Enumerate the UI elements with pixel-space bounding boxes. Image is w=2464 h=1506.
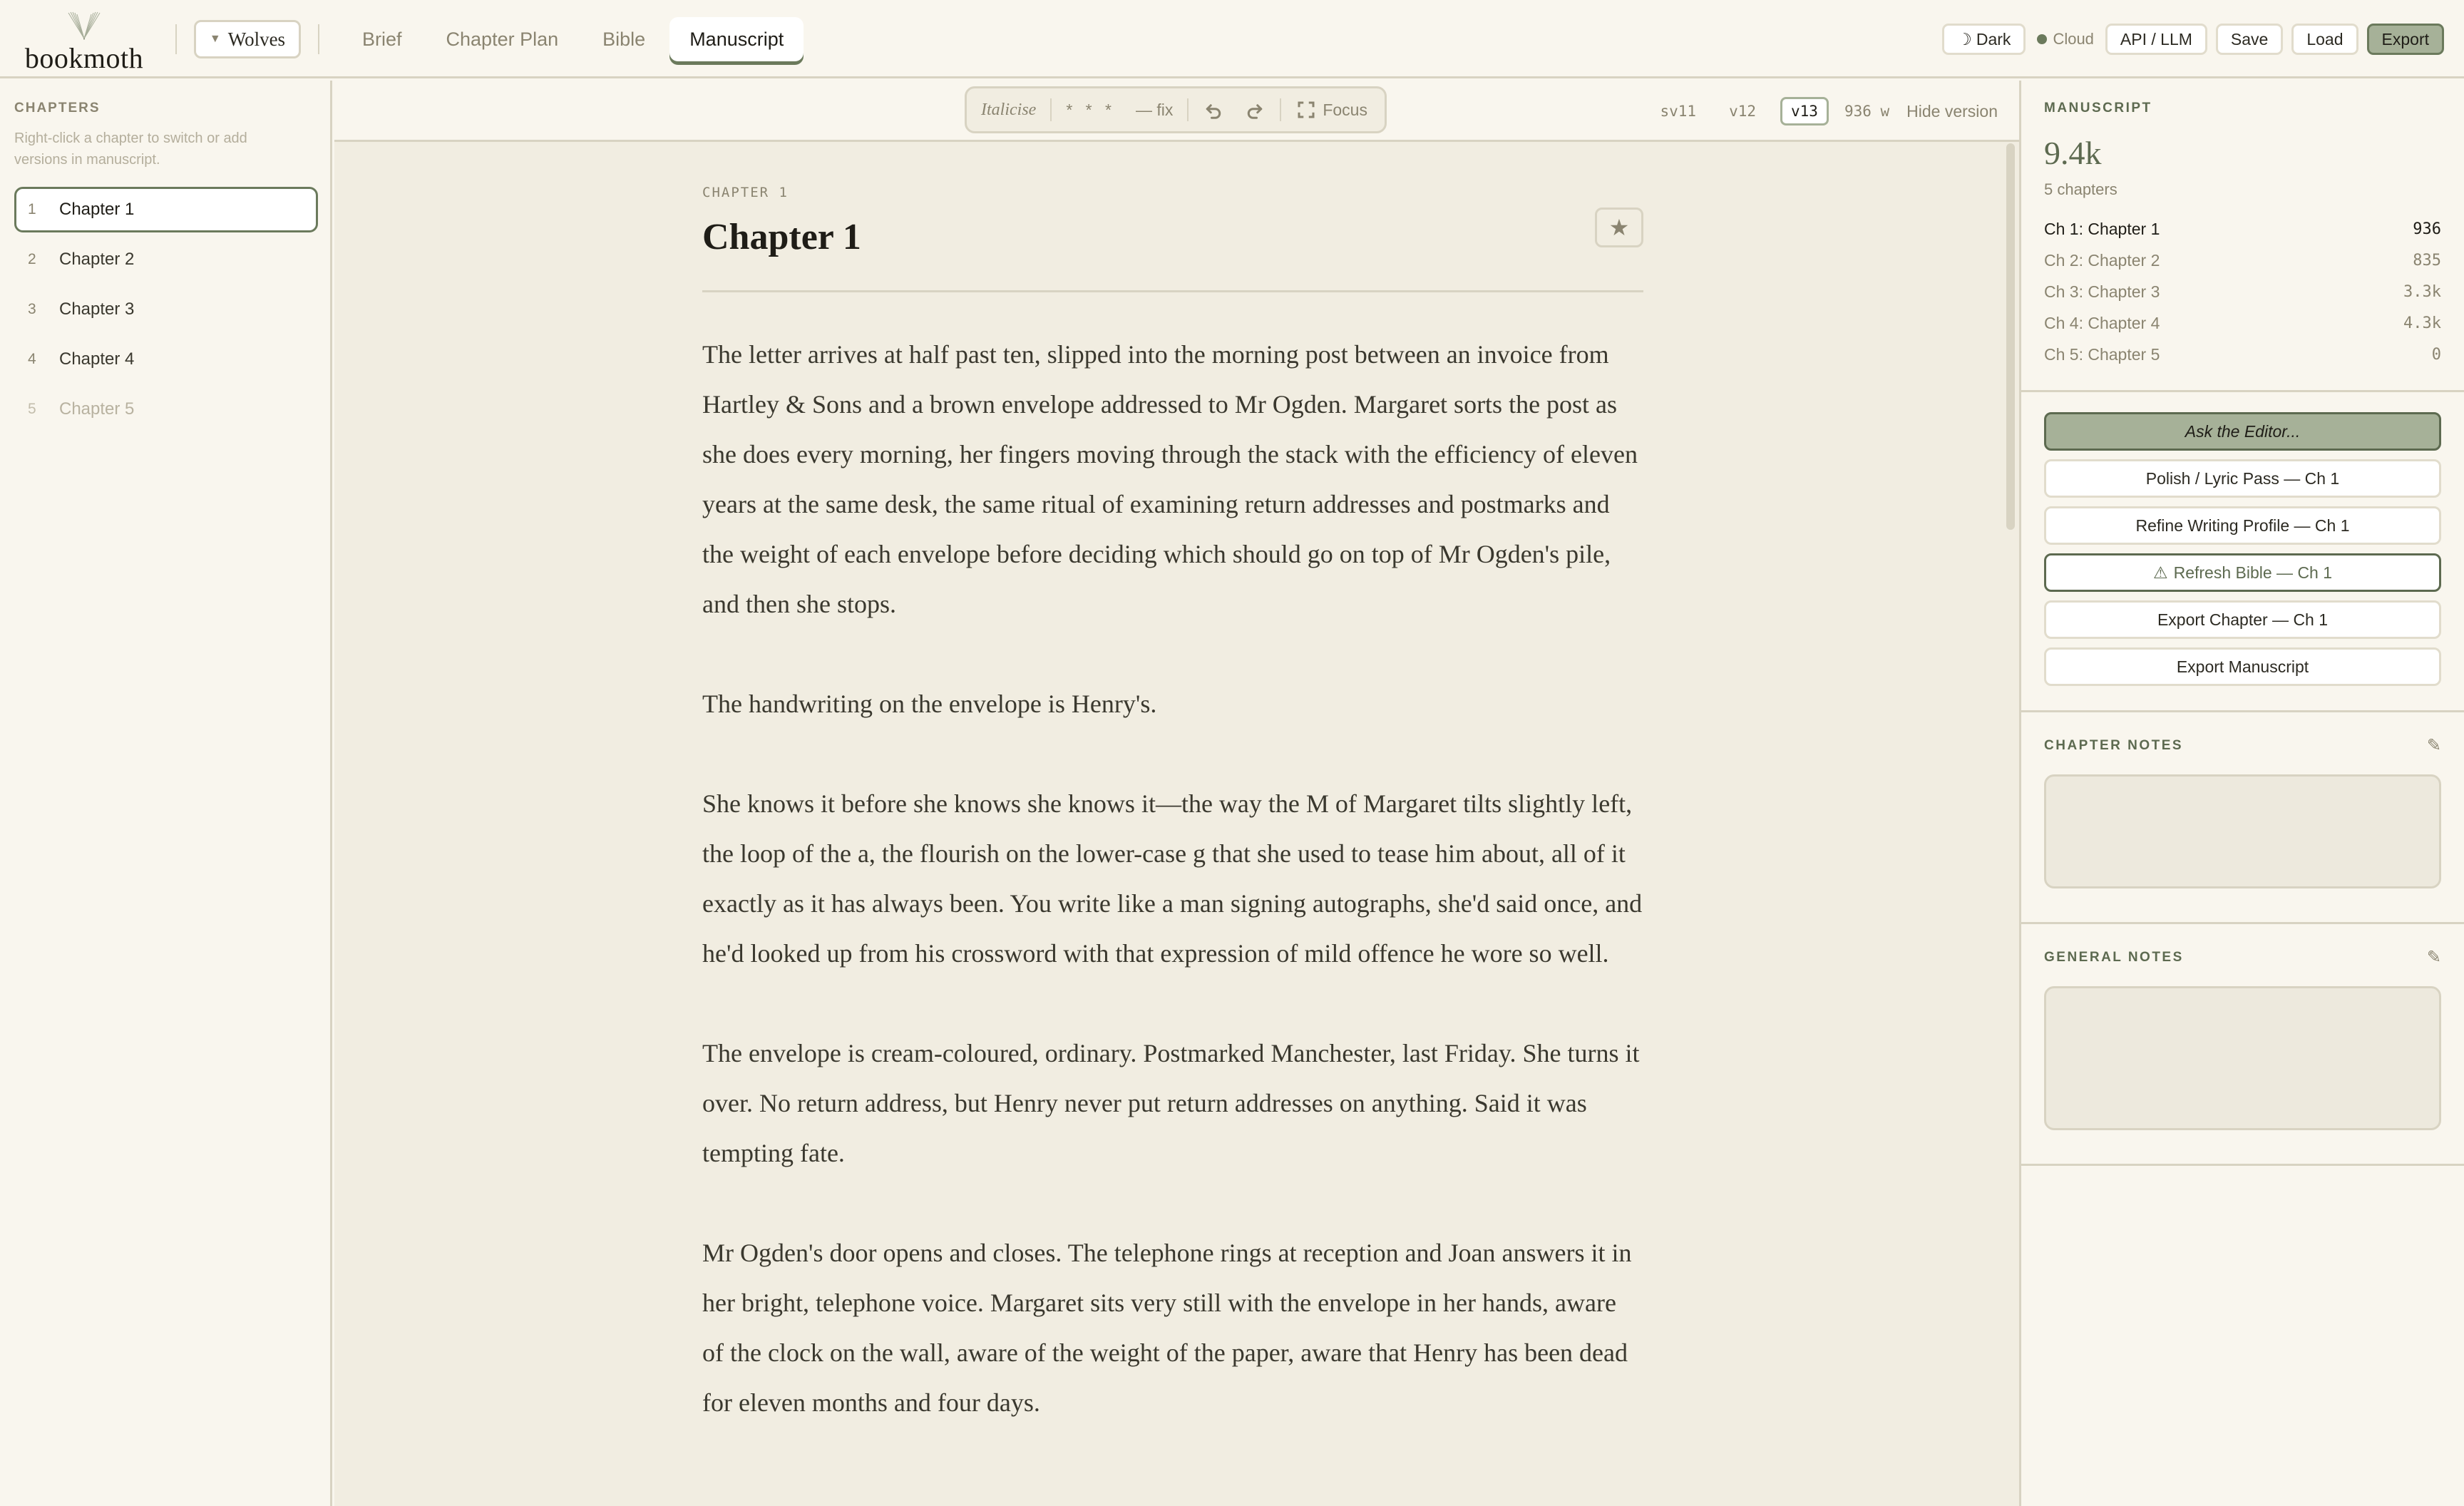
chapter-text[interactable] bbox=[702, 329, 1643, 1428]
app-header bbox=[0, 0, 2464, 78]
manuscript-editor bbox=[334, 142, 2019, 1506]
star-button[interactable] bbox=[1595, 208, 1643, 247]
refresh-bible-button[interactable] bbox=[2044, 553, 2441, 592]
export-chapter-button[interactable]: Export Chapter — Ch 1 bbox=[2044, 600, 2441, 639]
list-item[interactable] bbox=[2044, 307, 2441, 339]
dark-mode-button[interactable] bbox=[1942, 24, 2026, 55]
focus-button[interactable] bbox=[1295, 99, 1367, 121]
cloud-status bbox=[2034, 30, 2096, 48]
general-notes-section bbox=[2021, 924, 2464, 1166]
star-icon: ★ bbox=[1608, 215, 1630, 240]
format-toolbar bbox=[965, 86, 1387, 133]
chapter-label: Chapter 2 bbox=[59, 250, 135, 269]
chapter-words: 3.3k bbox=[2403, 282, 2441, 301]
version-switcher bbox=[1651, 95, 1998, 128]
editor-scrollbar[interactable] bbox=[2006, 143, 2015, 530]
divider bbox=[318, 24, 319, 54]
refresh-bible-label: Refresh Bible — Ch 1 bbox=[2173, 563, 2333, 582]
chapters-sidebar bbox=[0, 81, 332, 1506]
chapter-label: Chapter 1 bbox=[59, 200, 135, 219]
chapter-name: Ch 3: Chapter 3 bbox=[2044, 282, 2160, 301]
main-nav bbox=[342, 16, 808, 63]
sidebar-hint: Right-click a chapter to switch or add versions in manuscript. bbox=[14, 130, 247, 168]
tab-chapter-plan[interactable]: Chapter Plan bbox=[446, 28, 559, 50]
sidebar-item-chapter-1[interactable] bbox=[14, 187, 318, 232]
tab-brief[interactable]: Brief bbox=[362, 28, 402, 50]
section-title: GENERAL NOTES bbox=[2044, 949, 2184, 965]
header-actions bbox=[1942, 24, 2444, 55]
chapter-page bbox=[702, 185, 1643, 1477]
tab-manuscript[interactable]: Manuscript bbox=[669, 17, 804, 61]
chapter-label: Chapter 3 bbox=[59, 299, 135, 319]
moon-icon: ☽ bbox=[1957, 29, 1972, 48]
paragraph[interactable]: The envelope is cream-coloured, ordinary. Postmarked Manchester, last Friday. She turns it over. No return address, but Henry never put return addresses on anything. Said it was tempting fate. bbox=[702, 1039, 1640, 1167]
italicise-button[interactable]: Italicise bbox=[981, 100, 1037, 119]
manuscript-stats bbox=[2021, 81, 2464, 392]
chapter-words: 0 bbox=[2431, 345, 2441, 364]
api-llm-button[interactable]: API / LLM bbox=[2105, 24, 2207, 55]
cloud-label: Cloud bbox=[2053, 30, 2094, 48]
moth-wings-icon bbox=[63, 10, 106, 41]
divider bbox=[1050, 98, 1052, 121]
general-notes-input[interactable] bbox=[2044, 986, 2441, 1130]
total-word-count: 9.4k bbox=[2044, 135, 2102, 171]
save-button[interactable]: Save bbox=[2216, 24, 2283, 55]
redo-icon bbox=[1244, 99, 1266, 121]
scene-break-button[interactable]: * * * bbox=[1066, 100, 1116, 119]
list-item[interactable] bbox=[2044, 245, 2441, 276]
tab-bible[interactable]: Bible bbox=[602, 28, 646, 50]
app-name: bookmoth bbox=[24, 42, 144, 74]
ai-actions bbox=[2021, 392, 2464, 712]
chapter-number: 2 bbox=[28, 251, 36, 267]
redo-button[interactable] bbox=[1244, 99, 1266, 121]
ask-editor-button[interactable]: Ask the Editor... bbox=[2044, 412, 2441, 451]
chapter-name: Ch 4: Chapter 4 bbox=[2044, 313, 2160, 332]
dark-mode-label: Dark bbox=[1976, 29, 2011, 48]
chapter-title[interactable]: Chapter 1 bbox=[702, 217, 861, 257]
chapter-count: 5 chapters bbox=[2044, 180, 2118, 198]
fullscreen-icon bbox=[1295, 99, 1317, 121]
list-item[interactable] bbox=[2044, 276, 2441, 307]
sidebar-item-chapter-5[interactable] bbox=[14, 386, 318, 432]
export-manuscript-button[interactable]: Export Manuscript bbox=[2044, 647, 2441, 686]
chapter-words: 835 bbox=[2413, 251, 2441, 270]
chapter-name: Ch 5: Chapter 5 bbox=[2044, 344, 2160, 364]
title-divider bbox=[702, 290, 1643, 292]
section-title: MANUSCRIPT bbox=[2044, 101, 2152, 116]
chapter-word-counts bbox=[2044, 213, 2441, 370]
warning-icon: ⚠ bbox=[2152, 563, 2168, 582]
chapter-name: Ch 2: Chapter 2 bbox=[2044, 250, 2160, 270]
chapter-eyebrow: CHAPTER 1 bbox=[702, 185, 789, 200]
sidebar-item-chapter-3[interactable] bbox=[14, 287, 318, 332]
chapter-label: Chapter 5 bbox=[59, 399, 135, 419]
version-sv11[interactable]: sv11 bbox=[1660, 103, 1697, 120]
sidebar-title: CHAPTERS bbox=[14, 101, 101, 116]
chapter-number: 1 bbox=[28, 201, 36, 217]
chapter-label: Chapter 4 bbox=[59, 349, 135, 369]
chapter-number: 5 bbox=[28, 401, 36, 417]
word-count: 936 w bbox=[1844, 103, 1890, 120]
chapter-notes-input[interactable] bbox=[2044, 774, 2441, 888]
sidebar-item-chapter-4[interactable] bbox=[14, 337, 318, 382]
chapter-number: 4 bbox=[28, 351, 36, 367]
chapter-notes-section bbox=[2021, 712, 2464, 924]
chapter-number: 3 bbox=[28, 301, 36, 317]
paragraph[interactable]: Mr Ogden's door opens and closes. The telephone rings at reception and Joan answers it in her bright, telephone voice. Margaret sits very still with the envelope in her hands, aware of the clock on the wall, aware of the weight of the paper, aware that Henry has been dead for eleven months and four days. bbox=[702, 1239, 1632, 1417]
section-title: CHAPTER NOTES bbox=[2044, 737, 2184, 753]
chapter-words: 4.3k bbox=[2403, 314, 2441, 332]
status-dot-icon bbox=[2037, 34, 2047, 44]
export-button[interactable]: Export bbox=[2367, 24, 2444, 55]
pencil-icon[interactable]: ✎ bbox=[2426, 736, 2441, 755]
divider bbox=[175, 24, 177, 54]
caret-down-icon: ▼ bbox=[209, 33, 221, 45]
hide-version-button[interactable]: Hide version bbox=[1906, 101, 1998, 121]
version-v13[interactable]: v13 bbox=[1780, 97, 1829, 125]
refine-profile-button[interactable]: Refine Writing Profile — Ch 1 bbox=[2044, 506, 2441, 545]
divider bbox=[1187, 98, 1189, 121]
paragraph[interactable]: She knows it before she knows she knows it—the way the M of Margaret tilts slightly left, the loop of the a, the flourish on the lower-case g that she used to tease him about, all of it exactly as it has always been. You write like a man signing autographs, she'd said once, and he'd looked up from his crossword with that expression of mild offence he wore so well. bbox=[702, 789, 1643, 968]
polish-pass-button[interactable]: Polish / Lyric Pass — Ch 1 bbox=[2044, 459, 2441, 498]
dash-fix-button[interactable]: — fix bbox=[1135, 100, 1174, 119]
editor-toolbar-row bbox=[334, 81, 2019, 142]
list-item[interactable] bbox=[2044, 339, 2441, 370]
manuscript-panel bbox=[2019, 81, 2464, 1506]
paragraph[interactable]: The letter arrives at half past ten, slipped into the morning post between an invoice from Hartley & Sons and a brown envelope addressed to Mr Ogden. Margaret sorts the post as she does every morning, her fingers moving through the stack with the efficiency of eleven years at the same desk, the same ritual of examining return addresses and postmarks and the weight of each envelope before deciding which should go on top of Mr Ogden's pile, and then she stops. bbox=[702, 340, 1638, 618]
project-selector[interactable] bbox=[194, 20, 301, 58]
divider bbox=[1280, 98, 1281, 121]
paragraph[interactable]: The handwriting on the envelope is Henry's. bbox=[702, 690, 1157, 718]
version-v12[interactable]: v12 bbox=[1729, 103, 1756, 120]
project-name: Wolves bbox=[227, 28, 286, 50]
chapter-name: Ch 1: Chapter 1 bbox=[2044, 219, 2160, 238]
sidebar-item-chapter-2[interactable] bbox=[14, 237, 318, 282]
chapter-words: 936 bbox=[2413, 220, 2441, 238]
chapter-list bbox=[14, 187, 318, 436]
list-item[interactable] bbox=[2044, 213, 2441, 245]
undo-button[interactable] bbox=[1203, 99, 1224, 121]
logo[interactable] bbox=[20, 10, 148, 76]
load-button[interactable]: Load bbox=[2291, 24, 2358, 55]
undo-icon bbox=[1203, 99, 1224, 121]
pencil-icon[interactable]: ✎ bbox=[2426, 948, 2441, 967]
focus-label: Focus bbox=[1323, 100, 1367, 119]
